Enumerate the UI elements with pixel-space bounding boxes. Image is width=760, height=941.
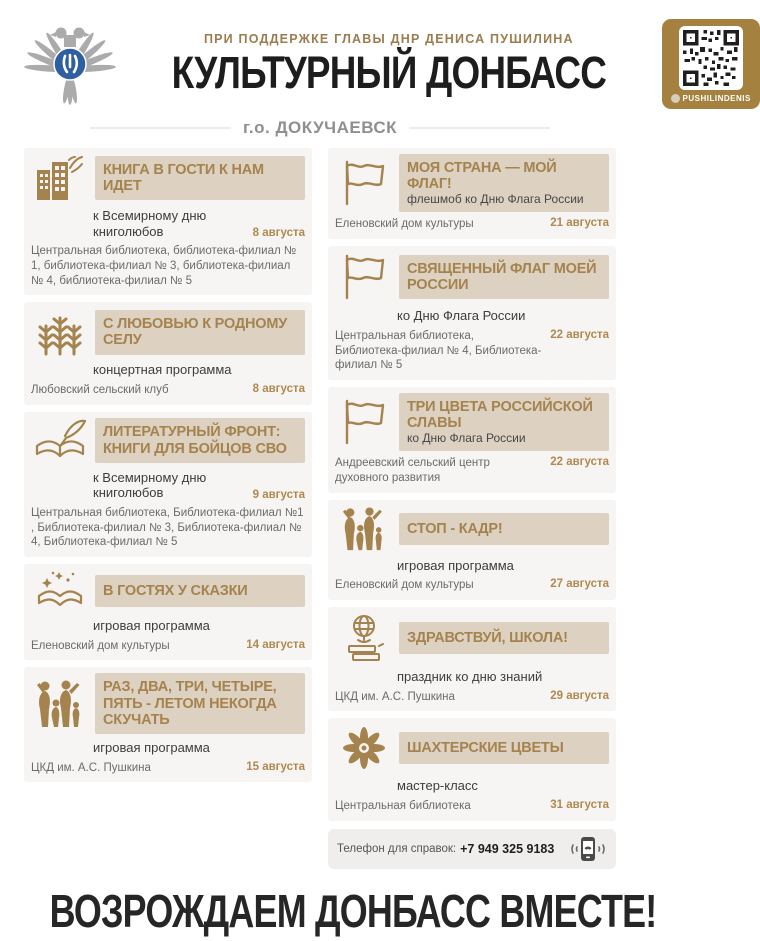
event-venue: Центральная библиотека, библиотека-филиал № 1, библиотека-филиал № 3, библиотека-филиал № 4, библиотека-филиал № 5 bbox=[31, 245, 297, 287]
event-card-s-lyubovyu bbox=[24, 302, 312, 404]
event-title: КНИГА В ГОСТИ К НАМ ИДЕТ bbox=[103, 161, 264, 194]
city-name: г.о. ДОКУЧАЕВСК bbox=[243, 118, 397, 137]
event-title: МОЯ СТРАНА — МОЙ ФЛАГ! bbox=[407, 160, 557, 193]
event-title: ШАХТЕРСКИЕ ЦВЕТЫ bbox=[407, 740, 564, 757]
event-card-raz-dva-tri bbox=[24, 667, 312, 782]
event-description: ко Дню Флага России bbox=[407, 431, 526, 446]
city-subtitle-row bbox=[0, 110, 640, 138]
family-icon bbox=[31, 679, 89, 729]
event-venue: Еленовский дом культуры bbox=[335, 218, 474, 231]
divider-line bbox=[90, 127, 231, 129]
event-venue: ЦКД им. А.С. Пушкина bbox=[335, 690, 455, 703]
event-date: 15 августа bbox=[246, 760, 305, 773]
event-venue: Центральная библиотека, Библиотека-филиал № 4, Библиотека-филиал № 5 bbox=[335, 329, 542, 372]
qr-code-block bbox=[662, 19, 760, 109]
phone-number: +7 949 325 9183 bbox=[460, 841, 555, 856]
contact-phone-bar bbox=[328, 829, 616, 869]
event-title: С ЛЮБОВЬЮ К РОДНОМУ СЕЛУ bbox=[103, 316, 288, 349]
event-card-v-gostyah-u-skazki bbox=[24, 564, 312, 660]
dnr-culture-eagle-logo-icon bbox=[24, 18, 116, 110]
qr-handle-label: PUSHILINDENIS bbox=[682, 94, 751, 103]
event-date: 8 августа bbox=[252, 382, 305, 395]
event-date: 29 августа bbox=[550, 689, 609, 702]
flower-ornament-icon bbox=[335, 724, 393, 772]
event-date: 21 августа bbox=[550, 217, 609, 230]
event-description: игровая программа bbox=[93, 740, 210, 756]
event-venue: Центральная библиотека bbox=[335, 800, 471, 813]
event-description: праздник ко дню знаний bbox=[397, 669, 543, 685]
event-date: 9 августа bbox=[252, 488, 305, 501]
flag-icon bbox=[335, 397, 393, 447]
telegram-icon bbox=[671, 94, 680, 103]
event-venue: Еленовский дом культуры bbox=[31, 639, 170, 652]
event-date: 14 августа bbox=[246, 638, 305, 651]
header bbox=[0, 0, 751, 110]
event-title: В ГОСТЯХ У СКАЗКИ bbox=[103, 582, 248, 599]
open-book-quill-icon bbox=[31, 418, 89, 464]
event-venue: Еленовский дом культуры bbox=[335, 579, 474, 592]
event-card-shahterskie-cvety bbox=[328, 718, 616, 820]
footer-banner bbox=[0, 869, 657, 941]
globe-books-icon bbox=[335, 613, 393, 663]
event-card-moya-strana bbox=[328, 148, 616, 239]
event-venue: Любовский сельский клуб bbox=[31, 383, 169, 396]
event-venue: Андреевский сельский центр духовного развития bbox=[335, 457, 490, 485]
event-card-kniga-v-gosti bbox=[24, 148, 312, 295]
divider-line bbox=[409, 127, 550, 129]
events-column-left bbox=[24, 148, 312, 869]
phone-label: Телефон для справок: bbox=[337, 842, 457, 855]
flag-icon bbox=[335, 252, 393, 302]
events-grid bbox=[0, 138, 640, 869]
event-card-svyaschenny-flag bbox=[328, 246, 616, 380]
event-date: 22 августа bbox=[550, 328, 609, 341]
events-column-right bbox=[328, 148, 616, 869]
event-card-stop-kadr bbox=[328, 500, 616, 600]
buildings-book-icon bbox=[31, 154, 89, 202]
family-icon bbox=[335, 506, 393, 552]
event-description: флешмоб ко Дню Флага России bbox=[407, 192, 584, 207]
wheat-icon bbox=[31, 308, 89, 356]
event-title: РАЗ, ДВА, ТРИ, ЧЕТЫРЕ, ПЯТЬ - ЛЕТОМ НЕКОГДА СКУЧАТЬ bbox=[103, 679, 277, 728]
phone-icon bbox=[569, 836, 607, 862]
event-description: концертная программа bbox=[93, 362, 232, 378]
event-title: ЗДРАВСТВУЙ, ШКОЛА! bbox=[407, 630, 568, 647]
event-description: ко Дню Флага России bbox=[397, 308, 526, 324]
event-date: 8 августа bbox=[252, 227, 305, 240]
event-date: 31 августа bbox=[550, 799, 609, 812]
event-description: к Всемирному дню книголюбов bbox=[93, 469, 207, 501]
event-description: к Всемирному дню книголюбов bbox=[93, 208, 207, 239]
event-title: СТОП - КАДР! bbox=[407, 520, 503, 537]
event-description: игровая программа bbox=[93, 618, 210, 633]
event-title: СВЯЩЕННЫЙ ФЛАГ МОЕЙ РОССИИ bbox=[407, 260, 597, 294]
book-stars-icon bbox=[31, 570, 89, 612]
event-venue: ЦКД им. А.С. Пушкина bbox=[31, 761, 151, 774]
poster-title: КУЛЬТУРНЫЙ ДОНБАСС bbox=[171, 46, 607, 98]
event-card-zdravstvuy-shkola bbox=[328, 607, 616, 711]
event-date: 27 августа bbox=[550, 578, 609, 591]
qr-code bbox=[679, 26, 743, 90]
event-card-tri-cveta bbox=[328, 387, 616, 493]
event-description: мастер-класс bbox=[397, 778, 478, 794]
event-description: игровая программа bbox=[397, 557, 514, 573]
event-title: ТРИ ЦВЕТА РОССИЙСКОЙ СЛАВЫ bbox=[407, 398, 593, 432]
event-title: ЛИТЕРАТУРНЫЙ ФРОНТ: КНИГИ ДЛЯ БОЙЦОВ СВО bbox=[103, 424, 287, 457]
event-venue: Центральная библиотека, Библиотека-филиал №1 , Библиотека-филиал № 3, Библиотека-филиал № 4, Библиотека-филиал № 5 bbox=[31, 506, 304, 549]
support-line: ПРИ ПОДДЕРЖКЕ ГЛАВЫ ДНР ДЕНИСА ПУШИЛИНА bbox=[203, 31, 574, 46]
footer-slogan: ВОЗРОЖДАЕМ ДОНБАСС ВМЕСТЕ! bbox=[49, 884, 657, 937]
event-date: 22 августа bbox=[550, 456, 609, 469]
flag-icon bbox=[335, 158, 393, 208]
event-card-literaturny-front bbox=[24, 412, 312, 557]
